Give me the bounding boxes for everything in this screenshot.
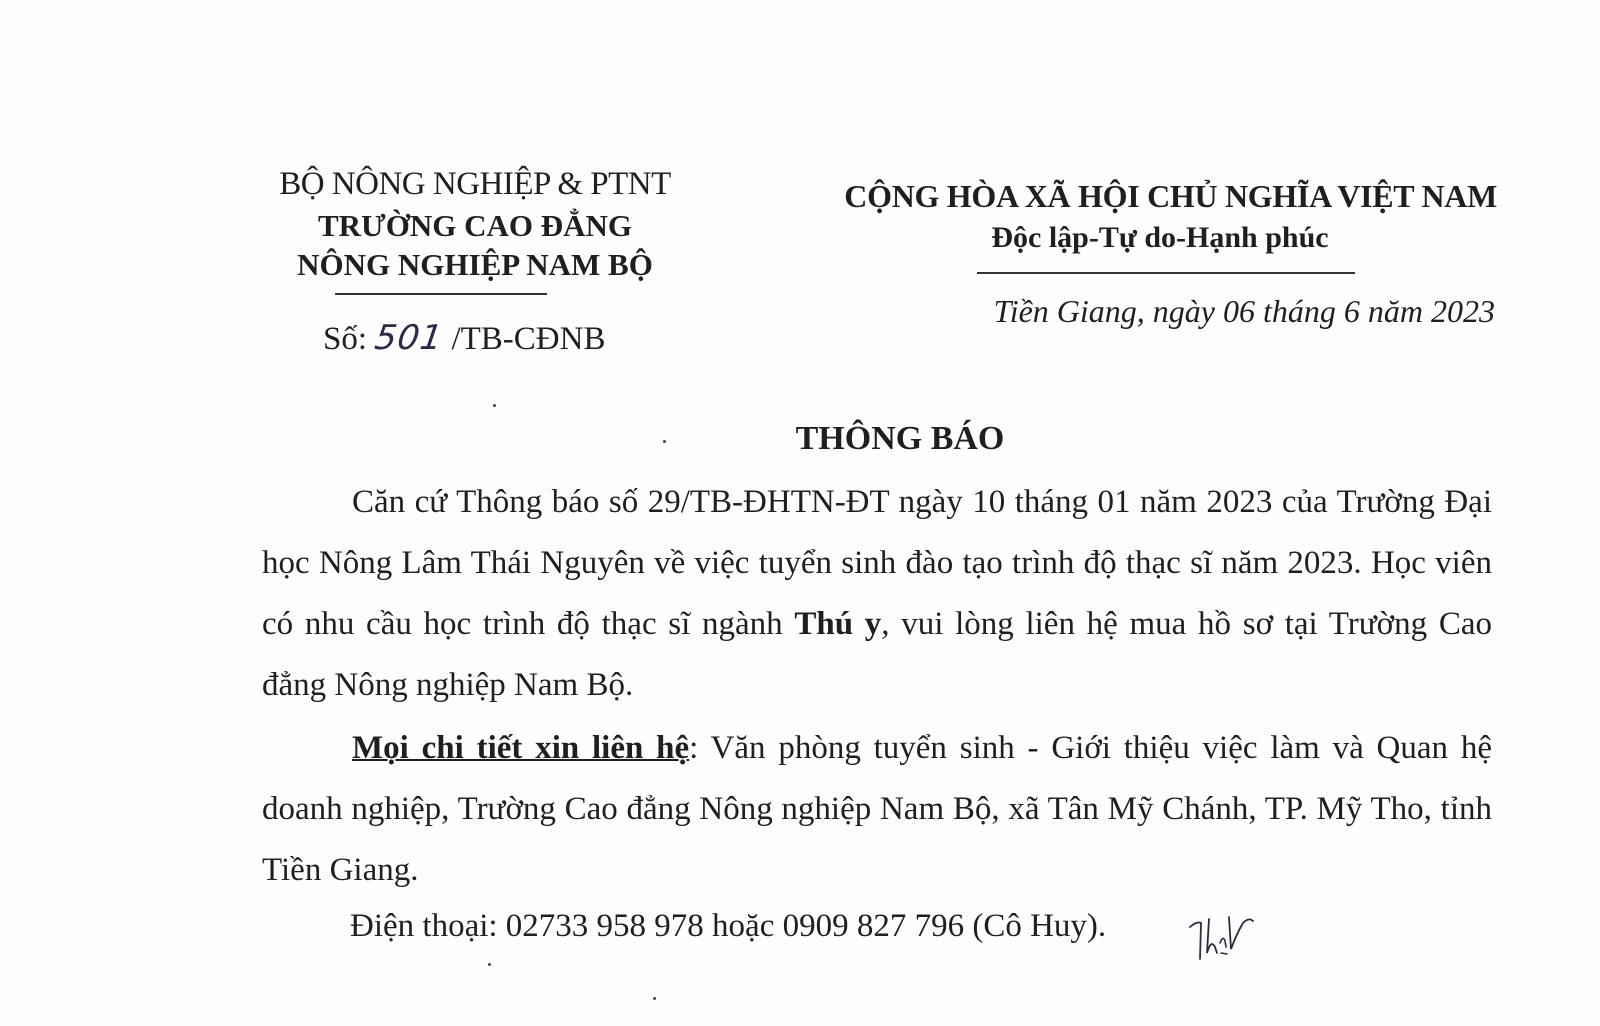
- national-motto: Độc lập-Tự do-Hạnh phúc: [991, 221, 1329, 254]
- document-number-handwritten: 501: [372, 318, 446, 358]
- scan-speck: [663, 440, 666, 443]
- nation-title: CỘNG HÒA XÃ HỘI CHỦ NGHĨA VIỆT NAM: [844, 178, 1497, 214]
- notice-title: THÔNG BÁO: [795, 420, 1005, 457]
- document-number-suffix: /TB-CĐNB: [451, 321, 606, 357]
- contact-label: Mọi chi tiết xin liên hệ: [352, 730, 690, 766]
- document-number: [323, 318, 605, 358]
- handwritten-initials-mark: [1187, 913, 1262, 965]
- school-name-line1: TRƯỜNG CAO ĐẲNG: [317, 208, 632, 243]
- contact-paragraph: [262, 718, 1492, 901]
- notice-paragraph: [262, 472, 1492, 716]
- scan-speck: [653, 997, 656, 1000]
- paragraph-text-start: Căn cứ Thông báo số 29/TB-ĐHTN-ĐT ngày 10 tháng 01 năm 2023 của Trường Đại học Nông Lâm Thái Nguyên về việc tuyển sinh đào tạo trình độ thạc sĩ năm 2023. Học viên có nhu cầu học trình độ thạc sĩ ngành: [262, 484, 1492, 642]
- school-name-line2: NÔNG NGHIỆP NAM BỘ: [297, 247, 653, 282]
- ministry-name: BỘ NÔNG NGHIỆP & PTNT: [279, 166, 671, 202]
- major-name: Thú y: [794, 606, 882, 642]
- right-header-divider: [977, 272, 1355, 274]
- paragraph-text-end: , vui lòng liên hệ mua hồ sơ tại Trường Cao đẳng Nông nghiệp Nam Bộ.: [262, 606, 1492, 703]
- scan-speck: [493, 404, 496, 407]
- left-header-divider: [335, 293, 547, 295]
- place-and-date: Tiền Giang, ngày 06 tháng 6 năm 2023: [993, 293, 1495, 329]
- phone-line: Điện thoại: 02733 958 978 hoặc 0909 827 796 (Cô Huy).: [350, 908, 1107, 944]
- contact-details: : Văn phòng tuyển sinh - Giới thiệu việc làm và Quan hệ doanh nghiệp, Trường Cao đẳng Nông nghiệp Nam Bộ, xã Tân Mỹ Chánh, TP. Mỹ Tho, tỉnh Tiền Giang.: [262, 730, 1492, 888]
- scan-speck: [488, 963, 491, 966]
- document-number-prefix: Số:: [323, 321, 368, 357]
